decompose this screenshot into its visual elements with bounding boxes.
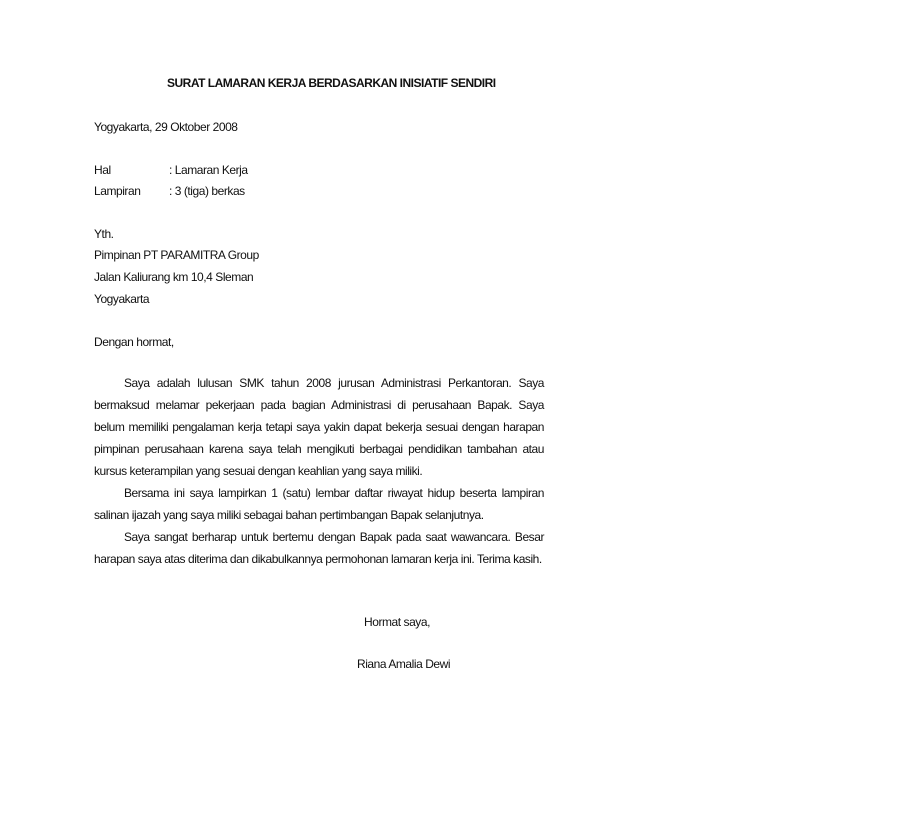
signer-name: Riana Amalia Dewi [357,657,451,671]
recipient-name: Pimpinan PT PARAMITRA Group [94,248,259,262]
place-date: Yogyakarta, 29 Oktober 2008 [94,120,238,134]
hal-value: : Lamaran Kerja [169,163,248,177]
paragraph-1: Saya adalah lulusan SMK tahun 2008 jurusan Administrasi Perkantoran. Saya bermaksud melamar pekerjaan pada bagian Administrasi di perusahaan Bapak. Saya belum memiliki pengalaman kerja tetapi saya yakin dapat bekerja sesuai dengan harapan pimpinan perusahaan karena saya telah mengikuti berbagai pendidikan tambahan atau kursus keterampilan yang sesuai dengan keahlian yang saya miliki. [94,376,544,478]
recipient-city: Yogyakarta [94,292,150,306]
hal-label: Hal [94,163,111,177]
greeting: Dengan hormat, [94,335,174,349]
recipient-yth: Yth. [94,227,114,241]
lampiran-label: Lampiran [94,184,141,198]
closing: Hormat saya, [364,615,430,629]
paragraph-2: Bersama ini saya lampirkan 1 (satu) lembar daftar riwayat hidup beserta lampiran salinan ijazah yang saya miliki sebagai bahan pertimbangan Bapak selanjutnya. [94,486,544,522]
paragraph-3: Saya sangat berharap untuk bertemu dengan Bapak pada saat wawancara. Besar harapan saya atas diterima dan dikabulkannya permohonan lamaran kerja ini. Terima kasih. [94,530,544,566]
letter-title: SURAT LAMARAN KERJA BERDASARKAN INISIATIF SENDIRI [167,76,496,90]
recipient-address: Jalan Kaliurang km 10,4 Sleman [94,270,254,284]
lampiran-value: : 3 (tiga) berkas [169,184,245,198]
